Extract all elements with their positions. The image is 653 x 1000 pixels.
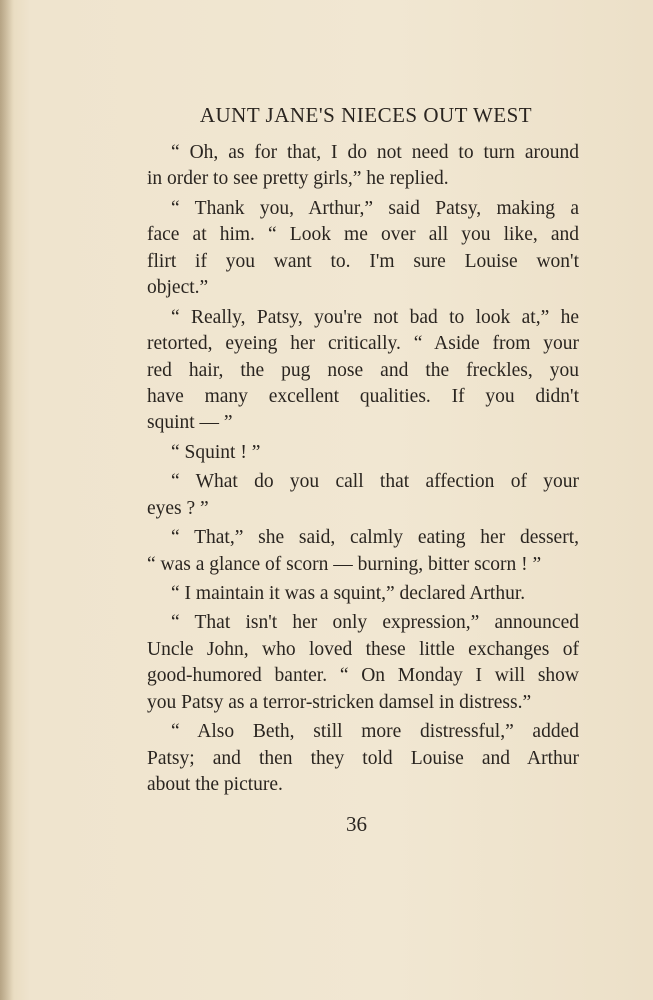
text-line: good-humored banter. “ On Monday I will show xyxy=(147,665,579,687)
text-line: about the picture. xyxy=(147,774,283,796)
text-line: in order to see pretty girls,” he replied. xyxy=(147,168,449,190)
text-line: “ I maintain it was a squint,” declared Arthur. xyxy=(171,583,526,604)
body-text xyxy=(147,140,579,799)
text-line: “ Thank you, Arthur,” said Patsy, making a xyxy=(171,197,579,219)
text-line: “ That isn't her only expression,” announced xyxy=(171,612,579,634)
text-line: Patsy; and then they told Louise and Arthur xyxy=(147,747,579,769)
text-line: red hair, the pug nose and the freckles, you xyxy=(147,359,579,381)
running-head: AUNT JANE'S NIECES OUT WEST xyxy=(199,103,533,127)
text-line: you Patsy as a terror-stricken damsel in distress.” xyxy=(147,691,532,713)
text-line: Uncle John, who loved these little exchanges of xyxy=(147,638,579,660)
text-line: have many excellent qualities. If you didn't xyxy=(147,385,579,407)
text-line: flirt if you want to. I'm sure Louise won't xyxy=(147,250,579,272)
text-line: eyes ? ” xyxy=(147,497,209,519)
spine-shadow xyxy=(0,0,14,1000)
text-line: object.” xyxy=(147,277,209,299)
text-line: retorted, eyeing her critically. “ Aside from your xyxy=(147,333,579,355)
text-line: face at him. “ Look me over all you like, and xyxy=(147,224,579,246)
text-line: “ Oh, as for that, I do not need to turn around xyxy=(171,142,579,163)
text-line: “ Also Beth, still more distressful,” added xyxy=(171,721,579,743)
text-line: “ was a glance of scorn — burning, bitter scorn ! ” xyxy=(147,553,542,575)
text-line: squint — ” xyxy=(147,412,233,434)
text-line: “ What do you call that affection of your xyxy=(171,471,579,493)
page-number: 36 xyxy=(346,812,367,836)
text-line: “ Really, Patsy, you're not bad to look at,” he xyxy=(171,306,579,328)
text-line: “ Squint ! ” xyxy=(171,441,261,463)
text-line: “ That,” she said, calmly eating her dessert, xyxy=(171,527,579,549)
